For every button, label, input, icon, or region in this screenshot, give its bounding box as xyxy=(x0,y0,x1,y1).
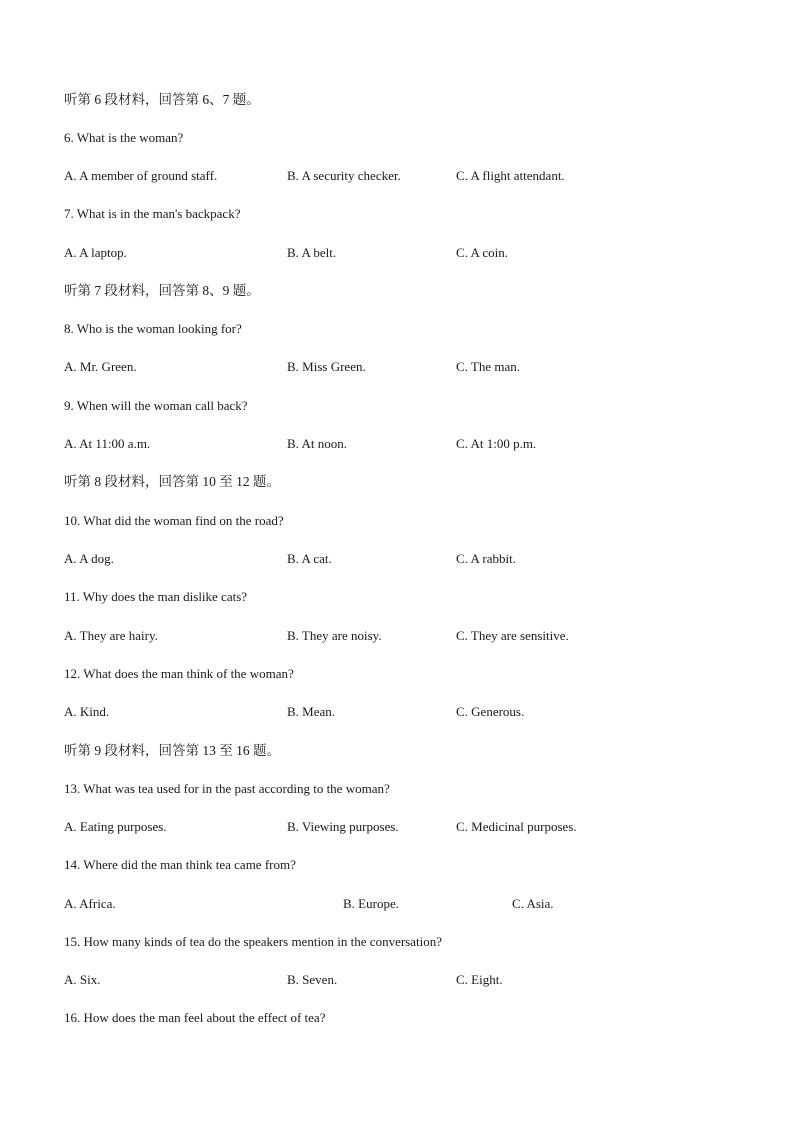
question-6: 6. What is the woman? xyxy=(64,130,184,145)
question-14-option-c: C. Asia. xyxy=(512,896,554,911)
question-6-option-a: A. A member of ground staff. xyxy=(64,168,218,183)
question-9-option-b: B. At noon. xyxy=(287,436,347,451)
question-9: 9. When will the woman call back? xyxy=(64,398,248,413)
question-12: 12. What does the man think of the woman? xyxy=(64,666,294,681)
question-8-option-a: A. Mr. Green. xyxy=(64,359,137,374)
section-heading-9: 听第 9 段材料，回答第 13 至 16 题。 xyxy=(64,743,280,758)
question-12-option-b: B. Mean. xyxy=(287,704,336,719)
question-8: 8. Who is the woman looking for? xyxy=(64,321,242,336)
question-11: 11. Why does the man dislike cats? xyxy=(64,589,248,604)
question-13-option-c: C. Medicinal purposes. xyxy=(456,819,577,834)
question-16: 16. How does the man feel about the effect of tea? xyxy=(64,1010,326,1025)
question-15-option-c: C. Eight. xyxy=(456,972,503,987)
question-13: 13. What was tea used for in the past according to the woman? xyxy=(64,781,390,796)
question-9-option-c: C. At 1:00 p.m. xyxy=(456,436,537,451)
question-15-option-a: A. Six. xyxy=(64,972,101,987)
question-11-option-b: B. They are noisy. xyxy=(287,628,382,643)
section-heading-8: 听第 8 段材料，回答第 10 至 12 题。 xyxy=(64,474,280,489)
question-11-option-a: A. They are hairy. xyxy=(64,628,158,643)
question-10-option-c: C. A rabbit. xyxy=(456,551,516,566)
question-10-option-b: B. A cat. xyxy=(287,551,332,566)
question-10-option-a: A. A dog. xyxy=(64,551,114,566)
question-8-option-b: B. Miss Green. xyxy=(287,359,366,374)
question-6-option-c: C. A flight attendant. xyxy=(456,168,565,183)
question-15-option-b: B. Seven. xyxy=(287,972,338,987)
question-14-option-a: A. Africa. xyxy=(64,896,116,911)
question-9-option-a: A. At 11:00 a.m. xyxy=(64,436,151,451)
question-6-option-b: B. A security checker. xyxy=(287,168,401,183)
question-10: 10. What did the woman find on the road? xyxy=(64,513,284,528)
question-13-option-a: A. Eating purposes. xyxy=(64,819,167,834)
question-14: 14. Where did the man think tea came from? xyxy=(64,857,296,872)
question-12-option-c: C. Generous. xyxy=(456,704,525,719)
section-heading-7: 听第 7 段材料，回答第 8、9 题。 xyxy=(64,283,260,298)
question-14-option-b: B. Europe. xyxy=(343,896,399,911)
question-12-option-a: A. Kind. xyxy=(64,704,110,719)
question-13-option-b: B. Viewing purposes. xyxy=(287,819,399,834)
question-7-option-c: C. A coin. xyxy=(456,245,509,260)
question-7-option-b: B. A belt. xyxy=(287,245,337,260)
question-8-option-c: C. The man. xyxy=(456,359,521,374)
section-heading-6: 听第 6 段材料，回答第 6、7 题。 xyxy=(64,92,260,107)
question-7: 7. What is in the man's backpack? xyxy=(64,206,241,221)
question-11-option-c: C. They are sensitive. xyxy=(456,628,569,643)
question-7-option-a: A. A laptop. xyxy=(64,245,127,260)
question-15: 15. How many kinds of tea do the speakers mention in the conversation? xyxy=(64,934,442,949)
